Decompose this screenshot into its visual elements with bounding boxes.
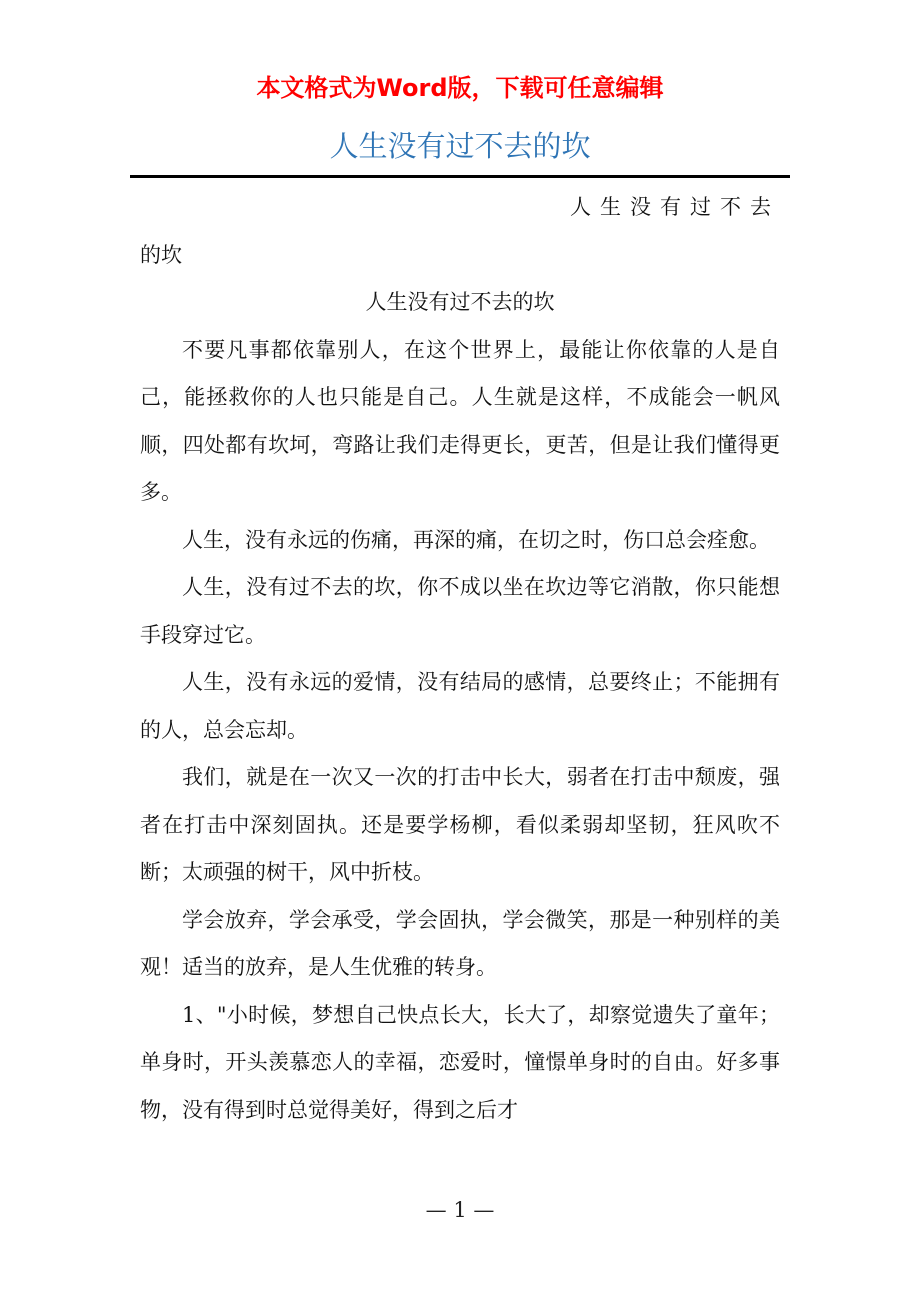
paragraph: 人生，没有永远的爱情，没有结局的感情，总要终止；不能拥有的人，总会忘却。 — [140, 670, 780, 742]
paragraph: 不要凡事都依靠别人，在这个世界上，最能让你依靠的人是自己，能拯救你的人也只能是自己。人生就是这样，不成能会一帆风顺，四处都有坎坷，弯路让我们走得更长，更苦，但是让我们懂得更多。 — [140, 337, 780, 504]
paragraph: 1、"小时候，梦想自己快点长大，长大了，却察觉遗失了童年；单身时，开头羡慕恋人的幸福，恋爱时，憧憬单身时的自由。好多事物，没有得到时总觉得美好，得到之后才 — [140, 1002, 780, 1122]
title-divider — [130, 175, 790, 178]
subtitle: 人生没有过不去的坎 — [365, 290, 555, 314]
page-number: — 1 — — [425, 1198, 495, 1222]
heading-line-2: 的坎 — [140, 242, 182, 267]
document-body — [140, 184, 780, 1134]
paragraph: 我们，就是在一次又一次的打击中长大，弱者在打击中颓废，强者在打击中深刻固执。还是要学杨柳，看似柔弱却坚韧，狂风吹不断；太顽强的树干，风中折枝。 — [140, 765, 780, 884]
paragraph: 人生，没有过不去的坎，你不成以坐在坎边等它消散，你只能想手段穿过它。 — [140, 575, 780, 647]
download-banner: 本文格式为Word版，下载可任意编辑 — [256, 74, 664, 102]
document-title: 人生没有过不去的坎 — [329, 129, 591, 163]
paragraph: 人生，没有永远的伤痛，再深的痛，在切之时，伤口总会痊愈。 — [182, 527, 770, 552]
paragraph: 学会放弃，学会承受，学会固执，学会微笑，那是一种别样的美观！适当的放弃，是人生优雅的转身。 — [140, 907, 780, 979]
heading-line-1: 人生没有过不去 — [570, 195, 780, 219]
